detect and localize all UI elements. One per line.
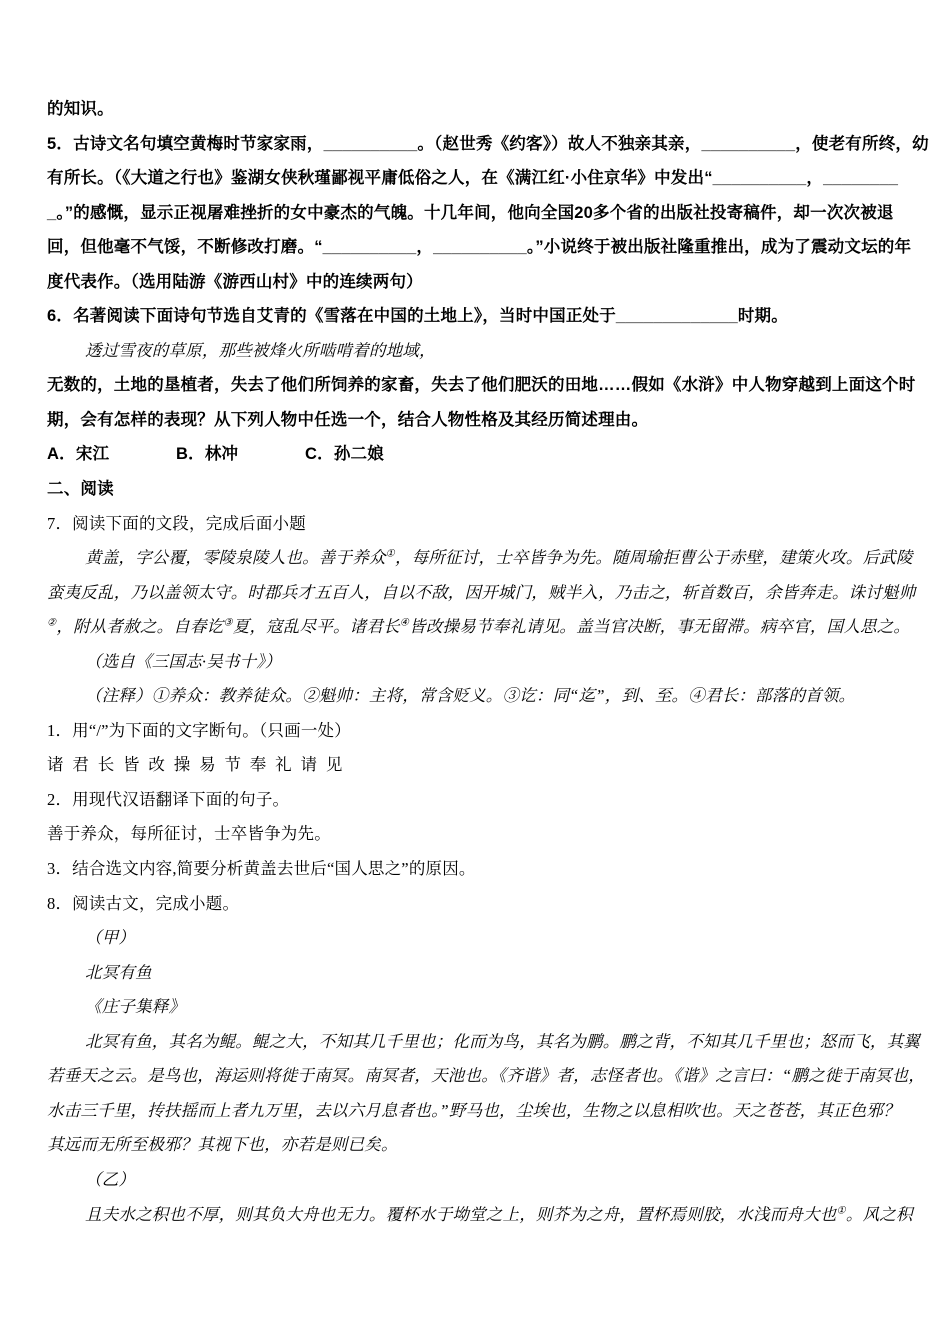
text-line: 6．名著阅读下面诗句节选自艾青的《雪落在中国的土地上》，当时中国正处于_____________时期。: [47, 307, 788, 326]
text-line: 1．用“/”为下面的文字断句。（只画一处）: [47, 720, 351, 740]
text-line: 2．用现代汉语翻译下面的句子。: [47, 789, 290, 809]
text-line: 的知识。: [47, 100, 114, 118]
text-line: 且夫水之积也不厚，则其负大舟也无力。覆杯水于坳堂之上，则芥为之舟，置杯焉则胶，水浅而舟大也①。风之积: [85, 1204, 913, 1224]
text-line: 水击三千里，抟扶摇而上者九万里，去以六月息者也。”野马也，尘埃也，生物之以息相吹也。天之苍苍，其正色邪？: [47, 1100, 900, 1120]
text-line: （乙）: [85, 1169, 136, 1189]
text-line: 北冥有鱼，其名为鲲。鲲之大，不知其几千里也；化而为鸟，其名为鹏。鹏之背，不知其几千里也；怒而飞，其翼: [85, 1031, 920, 1051]
text-line: ②，附从者赦之。自春讫③夏，寇乱尽平。诸君长④皆改操易节奉礼请见。盖当官决断，事无留滞。病卒官，国人思之。: [47, 617, 911, 637]
text-line: （甲）: [85, 928, 136, 948]
text-line: 善于养众，每所征讨，士卒皆争为先。: [47, 824, 331, 844]
text-line: 无数的，土地的垦植者，失去了他们所饲养的家畜，失去了他们肥沃的田地……假如《水浒》中人物穿越到上面这个时: [47, 376, 916, 395]
text-line: A．宋江 B．林冲 C．孙二娘: [47, 445, 384, 464]
text-line: 蛮夷反乱，乃以盖领太守。时郡兵才五百人，自以不敌，因开城门，贼半入，乃击之，斩首数百，余皆奔走。诛讨魁帅: [47, 582, 916, 602]
text-line: 回，但他毫不气馁，不断修改打磨。“__________，__________。”小说终于被出版社隆重推出，成为了震动文坛的年: [47, 238, 912, 257]
text-line: 其远而无所至极邪？其视下也，亦若是则已矣。: [47, 1135, 398, 1155]
text-line: 有所长。（《大道之行也》鉴湖女侠秋瑾鄙视平庸低俗之人，在《满江红·小住京华》中发出“__________，________: [47, 169, 899, 188]
text-line: 黄盖，字公覆，零陵泉陵人也。善于养众①，每所征讨，士卒皆争为先。随周瑜拒曹公于赤壁，建策火攻。后武陵: [85, 548, 913, 568]
text-line: 透过雪夜的草原，那些被烽火所啮啃着的地域，: [85, 340, 436, 360]
text-line: 度代表作。（选用陆游《游西山村》中的连续两句）: [47, 272, 423, 291]
text-line: 诸 君 长 皆 改 操 易 节 奉 礼 请 见: [47, 755, 343, 775]
text-line: （注释）①养众：教养徒众。②魁帅：主将，常含贬义。③讫：同“迄”，到、至。④君长：部落的首领。: [85, 686, 856, 706]
text-line: 期，会有怎样的表现？从下列人物中任选一个，结合人物性格及其经历简述理由。: [47, 410, 649, 429]
text-line: 3．结合选文内容,简要分析黄盖去世后“国人思之”的原因。: [47, 859, 476, 879]
text-line: 7．阅读下面的文段，完成后面小题: [47, 513, 306, 533]
text-line: 北冥有鱼: [85, 962, 152, 982]
text-line: 5．古诗文名句填空黄梅时节家家雨，__________。（赵世秀《约客》）故人不独亲其亲，__________，使老有所终，幼: [47, 134, 929, 153]
text-line: （选自《三国志·吴书十》）: [85, 651, 282, 671]
text-line: 若垂天之云。是鸟也，海运则将徙于南冥。南冥者，天池也。《齐谐》者，志怪者也。《谐》之言曰：“鹏之徙于南冥也，: [47, 1066, 925, 1086]
text-line: _。”的感慨，显示正视屠难挫折的女中豪杰的气魄。十几年间，他向全国20多个省的出版社投寄稿件，却一次次被退: [47, 203, 894, 222]
text-line: 8．阅读古文，完成小题。: [47, 893, 240, 913]
text-line: 二、阅读: [47, 480, 114, 499]
text-line: 《庄子集释》: [85, 997, 186, 1017]
